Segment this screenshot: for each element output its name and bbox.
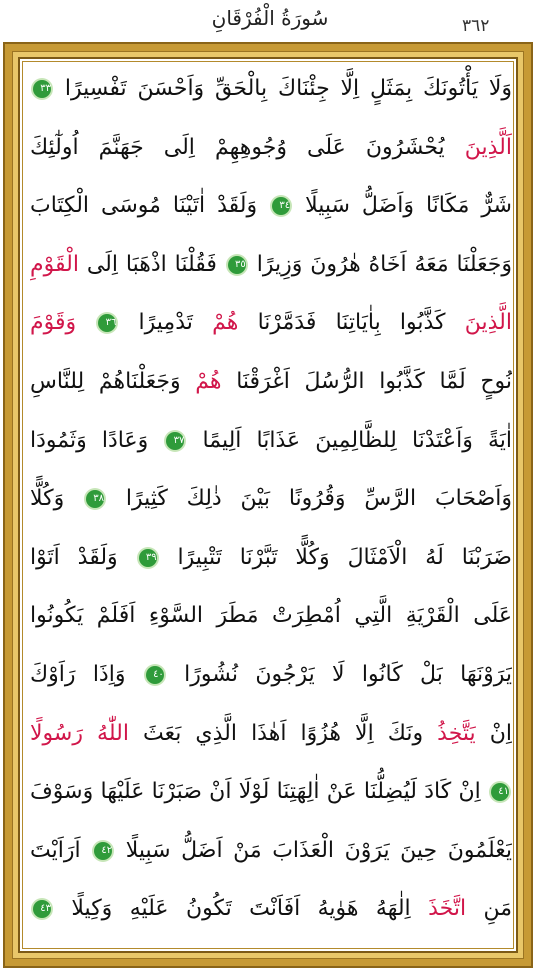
ayah-number-marker: ٣٧ (166, 432, 184, 450)
verse-text: وَاِذَا رَاَوْكَ (30, 662, 126, 687)
ayah-number-marker: ٤١ (491, 783, 509, 801)
highlighted-word: يَتَّخِذُ (437, 720, 476, 746)
highlighted-word: وَقَوْمَ (30, 310, 77, 336)
verse-text: اِنْ (475, 720, 512, 746)
verse-text: مَنِ (466, 896, 512, 922)
verse-text: اَرَاَيْتَ (30, 837, 81, 863)
verse-line (30, 587, 512, 645)
verse-text: عَلَى الْقَرْيَةِ الَّتِي اُمْطِرَتْ مَطَرَ السَّوْءِ اَفَلَمْ يَكُونُوا (30, 603, 512, 629)
surah-title: سُورَةُ الْفُرْقَانِ (211, 6, 329, 30)
verse-text: وَلَا يَأْتُونَكَ بِمَثَلٍ اِلَّا جِئْنَاكَ بِالْحَقِّ وَاَحْسَنَ تَفْسِيرًا (64, 76, 512, 101)
verse-line (30, 705, 512, 763)
verse-text: نُوحٍ لَمَّا كَذَّبُوا الرُّسُلَ اَغْرَقْنَا (236, 369, 512, 394)
verse-text: يُحْشَرُونَ عَلَى وُجُوهِهِمْ اِلَى جَهَنَّمَ اُولٰٓئِكَ (30, 134, 445, 160)
ayah-number-marker: ٣٦ (98, 314, 116, 332)
verse-line (30, 294, 512, 352)
verse-text: وَجَعَلْنَا مَعَهُ اَخَاهُ هٰرُونَ وَزِيرًا (256, 251, 512, 277)
verse-text: ونَكَ اِلَّا هُزُوًا اَهٰذَا الَّذِي بَعَثَ (128, 720, 424, 746)
highlighted-word: اَلَّذِينَ (464, 134, 512, 160)
verse-text: وَلَقَدْ اٰتَيْنَا مُوسَى الْكِتَابَ (30, 193, 258, 219)
verse-text: وَجَعَلْنَاهُمْ لِلنَّاسِ (30, 369, 181, 394)
ayah-number-marker: ٣٩ (139, 549, 157, 567)
verse-text: فَقُلْنَا اذْهَبَا اِلَى (78, 251, 217, 277)
ayah-number-marker: ٤٠ (146, 666, 164, 684)
verse-text: وَعَادًا وَثَمُودَا (30, 427, 149, 453)
verse-text: وَلَقَدْ اَتَوْا (30, 544, 118, 570)
verse-text: اٰيَةً وَاَعْتَدْنَا لِلظَّالِمِينَ عَذَابًا اَلِيمًا (202, 427, 512, 453)
page-header (0, 0, 540, 40)
verse-line (30, 822, 512, 880)
verse-line (30, 529, 512, 587)
verse-text: اِلٰهَهُ هَوٰيهُ اَفَاَنْتَ تَكُونُ عَلَيْهِ وَكِيلًا (71, 896, 411, 922)
verse-text: وَكُلًّا (30, 486, 65, 512)
verse-text: تَدْمِيرًا (138, 310, 193, 336)
ayah-number-marker: ٣٥ (228, 256, 246, 274)
verse-line (30, 60, 512, 118)
verse-line (30, 880, 512, 938)
ayah-number-marker: ٣٤ (272, 197, 290, 215)
verse-line (30, 119, 512, 177)
verse-line (30, 412, 512, 470)
verse-text-area (30, 60, 512, 958)
verse-line (30, 177, 512, 235)
highlighted-word: الَّذِينَ (464, 310, 512, 336)
ayah-number-marker: ٤٣ (33, 900, 51, 918)
verse-line (30, 236, 512, 294)
ayah-number-marker: ٣٣ (33, 80, 51, 98)
verse-text: يَرَوْنَهَا بَلْ كَانُوا لَا يَرْجُونَ نُشُورًا (184, 662, 512, 687)
verse-line (30, 763, 512, 821)
verse-line (30, 470, 512, 528)
verse-text: ضَرَبْنَا لَهُ الْاَمْثَالَ وَكُلًّا تَبَّرْنَا تَتْبِيرًا (177, 544, 512, 570)
highlighted-word: اتَّخَذَ (428, 896, 467, 922)
ayah-number-marker: ٤٢ (94, 842, 112, 860)
highlighted-word: اللّٰهُ رَسُولًا (30, 720, 129, 746)
verse-line (30, 353, 512, 411)
verse-line (30, 646, 512, 704)
verse-text: اِنْ كَادَ لَيُضِلُّنَا عَنْ اٰلِهَتِنَا لَوْلَا اَنْ صَبَرْنَا عَلَيْهَا وَسَوْفَ (30, 779, 481, 805)
highlighted-word: هُمْ (212, 310, 239, 336)
verse-text: شَرٌّ مَكَانًا وَاَضَلُّ سَبِيلًا (305, 193, 512, 219)
page-number: ٣٦٢ (462, 16, 490, 36)
verse-text: يَعْلَمُونَ حِينَ يَرَوْنَ الْعَذَابَ مَنْ اَضَلُّ سَبِيلًا (125, 837, 512, 863)
verse-text: كَذَّبُوا بِاٰيَاتِنَا فَدَمَّرْنَا (257, 310, 446, 336)
highlighted-word: هُمْ (195, 369, 222, 394)
ayah-number-marker: ٣٨ (86, 490, 104, 508)
verse-text: وَاَصْحَابَ الرَّسِّ وَقُرُونًا بَيْنَ ذٰلِكَ كَثِيرًا (125, 486, 512, 512)
highlighted-word: الْقَوْمِ (30, 251, 79, 277)
